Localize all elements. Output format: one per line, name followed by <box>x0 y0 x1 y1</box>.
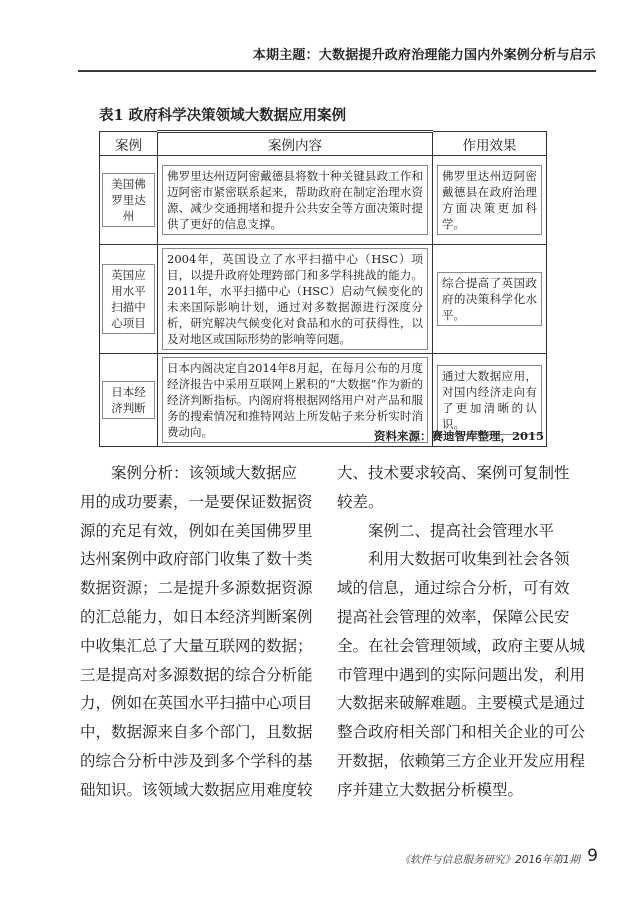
body-line: 大数据来破解难题。主要模式是通过 <box>337 694 586 713</box>
body-line: 力，例如在英国水平扫描中心项目 <box>80 694 313 713</box>
running-header-title: 本期主题：大数据提升政府治理能力国内外案例分析与启示 <box>252 48 596 63</box>
section-heading-case-two: 案例二、提高社会管理水平 <box>368 521 555 540</box>
cases-table <box>99 130 547 447</box>
case-content-text: 佛罗里达州迈阿密戴德县将数十种关键县政工作和迈阿密市紧密联系起来，帮助政府在制定治理水资源、减少交通拥堵和提升公共安全等方面决策时提供了更好的信息支撑。 <box>162 165 428 235</box>
journal-footer: 《软件与信息服务研究》2016年第1期 <box>399 854 580 866</box>
body-line: 础知识。该领域大数据应用难度较 <box>80 780 313 799</box>
body-line: 数据资源；二是提升多源数据资源 <box>80 579 313 598</box>
case-name-text: 日本经济判断 <box>102 381 155 419</box>
column-header-effect: 作用效果 <box>433 132 547 156</box>
case-effect-text: 通过大数据应用，对国内经济走向有了更加清晰的认识。 <box>437 365 542 435</box>
body-line: 案例分析：该领域大数据应 <box>111 464 298 482</box>
body-line: 开数据，依赖第三方企业开发应用程 <box>337 751 586 770</box>
table-source-note: 资料来源：赛迪智库整理，2015 <box>373 429 544 443</box>
table-row <box>100 245 547 354</box>
body-line: 的汇总能力，如日本经济判断案例 <box>80 607 313 626</box>
table-header-row <box>100 132 547 156</box>
case-effect-text: 佛罗里达州迈阿密戴德县在政府治理方面决策更加科学。 <box>437 165 542 235</box>
body-line: 中收集汇总了大量互联网的数据； <box>80 636 313 655</box>
case-content-text: 2004年，英国设立了水平扫描中心（HSC）项目，以提升政府处理跨部门和多学科挑战的能力。2011年，水平扫描中心（HSC）启动气候变化的未来国际影响计划，通过对多数据源进行深度分析，研究解决气候变化对食品和水的可获得性，以及对地区或国际形势的影响等问题。 <box>162 248 428 350</box>
body-line: 达州案例中政府部门收集了数十类 <box>80 550 313 569</box>
body-line: 的综合分析中涉及到多个学科的基 <box>80 751 313 770</box>
body-line: 市管理中遇到的实际问题出发，利用 <box>337 665 586 684</box>
column-header-case: 案例 <box>100 132 158 156</box>
column-header-content: 案例内容 <box>158 132 433 156</box>
body-line: 利用大数据可收集到社会各领 <box>368 550 570 569</box>
page-number: 9 <box>587 846 598 866</box>
case-name-text: 美国佛罗里达州 <box>102 173 155 227</box>
body-column-right <box>337 459 586 805</box>
case-effect-text: 综合提高了英国政府的决策科学化水平。 <box>437 272 542 326</box>
body-line: 三是提高对多源数据的综合分析能 <box>80 665 313 684</box>
body-line: 整合政府相关部门和相关企业的可公 <box>337 723 586 742</box>
table-caption: 表1 政府科学决策领域大数据应用案例 <box>99 107 347 124</box>
case-content-text: 日本内阁决定自2014年8月起，在每月公布的月度经济报告中采用互联网上累积的“大数据”作为新的经济判断指标。内阁府将根据网络用户对产品和服务的搜索情况和推特网站上所发帖子来分析实时消费动向。 <box>162 357 428 443</box>
case-name-cell <box>100 156 158 245</box>
body-line: 中，数据源来自多个部门，且数据 <box>80 723 313 742</box>
body-line: 提高社会管理的效率，保障公民安 <box>337 607 570 626</box>
case-name-text: 英国应用水平扫描中心项目 <box>102 264 155 334</box>
header-rule <box>78 70 596 72</box>
body-line: 域的信息，通过综合分析，可有效 <box>337 579 570 598</box>
body-column-left <box>80 459 313 805</box>
case-name-cell <box>100 354 158 447</box>
case-content-cell <box>158 156 433 245</box>
case-effect-cell <box>433 156 547 245</box>
case-content-cell <box>158 245 433 354</box>
body-line: 较差。 <box>337 492 384 511</box>
body-line: 大、技术要求较高、案例可复制性 <box>337 464 570 482</box>
body-line: 源的充足有效，例如在美国佛罗里 <box>80 521 313 540</box>
case-name-cell <box>100 245 158 354</box>
body-line: 用的成功要素，一是要保证数据资 <box>80 492 313 511</box>
case-effect-cell <box>433 245 547 354</box>
body-line: 序并建立大数据分析模型。 <box>337 780 524 799</box>
table-row <box>100 156 547 245</box>
body-line: 全。在社会管理领域，政府主要从城 <box>337 636 586 655</box>
